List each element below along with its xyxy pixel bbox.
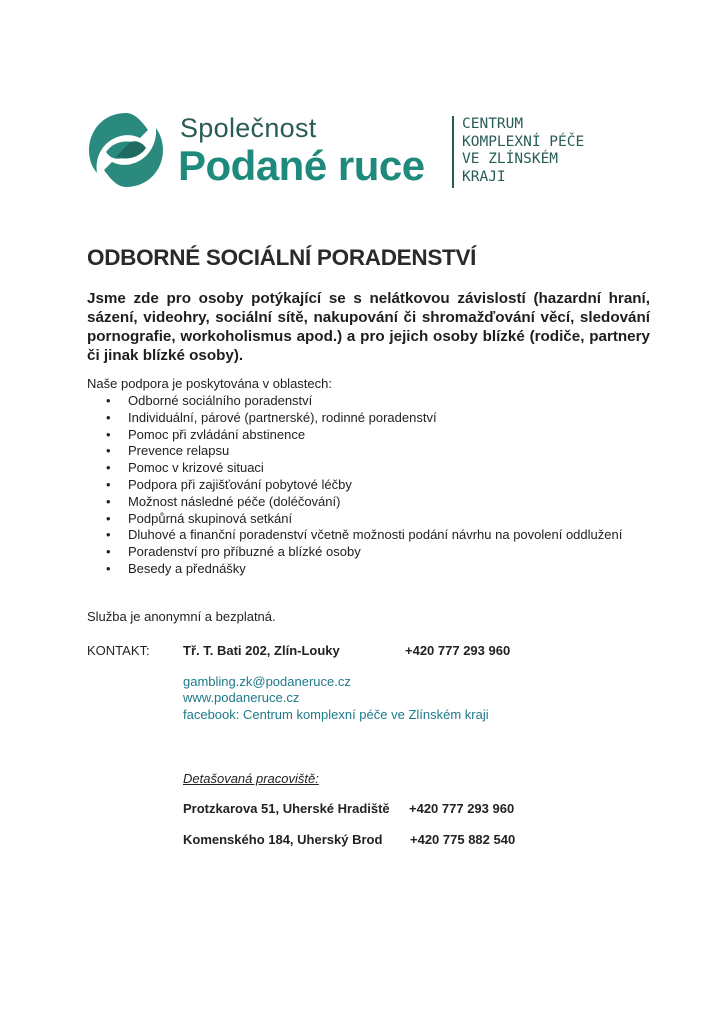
list-item: • Dluhové a finanční poradenství včetně možnosti podání návrhu na povolení oddlužení (106, 527, 626, 544)
brand-side-line: VE ZLÍNSKÉM (462, 151, 559, 167)
list-item: • Prevence relapsu (106, 443, 626, 460)
brand-side-text (462, 116, 584, 186)
branch-phone: +420 777 293 960 (409, 801, 515, 816)
list-item: • Pomoc při zvládání abstinence (106, 427, 626, 444)
branch-phone: +420 775 882 540 (410, 832, 516, 847)
service-note: Služba je anonymní a bezplatná. (87, 609, 276, 624)
contact-facebook-link[interactable]: facebook: Centrum komplexní péče ve Zlínském kraji (183, 707, 489, 722)
contact-address: Tř. T. Bati 202, Zlín-Louky (183, 643, 340, 658)
branch-address: Komenského 184, Uherský Brod (183, 832, 383, 847)
areas-list (106, 393, 626, 578)
page-title: ODBORNÉ SOCIÁLNÍ PORADENSTVÍ (87, 245, 477, 270)
contact-phone: +420 777 293 960 (405, 643, 511, 658)
list-item: • Poradenství pro příbuzné a blízké osoby (106, 544, 626, 561)
list-item: • Besedy a přednášky (106, 561, 626, 578)
podane-ruce-logo-icon (86, 110, 166, 190)
list-item: • Odborné sociálního poradenství (106, 393, 626, 410)
list-item: • Podpůrná skupinová setkání (106, 511, 626, 528)
brand-name-line2: Podané ruce (178, 142, 425, 189)
branches-heading: Detašovaná pracoviště: (183, 771, 319, 786)
brand-name-line1: Společnost (180, 113, 317, 143)
list-item: • Podpora při zajišťování pobytové léčby (106, 477, 626, 494)
areas-intro: Naše podpora je poskytována v oblastech: (87, 376, 332, 391)
contact-label: KONTAKT: (87, 643, 150, 658)
branch-address: Protzkarova 51, Uherské Hradiště (183, 801, 390, 816)
list-item: • Pomoc v krizové situaci (106, 460, 626, 477)
brand-side-line: CENTRUM (462, 116, 524, 132)
brand-side-line: KRAJI (462, 168, 506, 185)
list-item: • Možnost následné péče (doléčování) (106, 494, 626, 511)
brand-side-line: KOMPLEXNÍ PÉČE (462, 133, 585, 150)
list-item: • Individuální, párové (partnerské), rodinné poradenství (106, 410, 626, 427)
contact-email-link[interactable]: gambling.zk@podaneruce.cz (183, 674, 351, 689)
intro-paragraph: Jsme zde pro osoby potýkající se s nelátkovou závislostí (hazardní hraní, sázení, videohry, sociální sítě, nakupování či shromažďování věcí, sledování pornografie, workoholismus apod.) a pro jejich osoby blízké (rodiče, partnery či jinak blízké osoby). (87, 290, 650, 364)
brand-divider (452, 116, 454, 188)
contact-web-link[interactable]: www.podaneruce.cz (183, 690, 300, 705)
